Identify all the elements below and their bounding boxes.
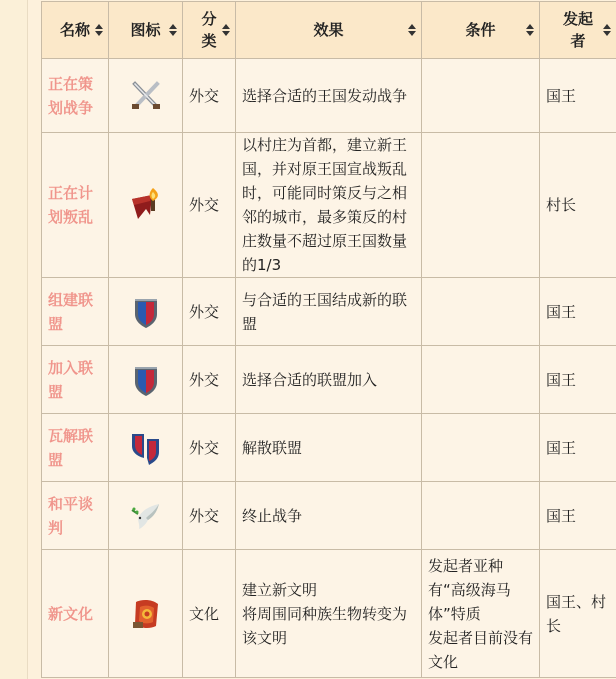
row-condition: 发起者亚种有“高级海马体”特质 发起者目前没有文化 <box>422 550 540 678</box>
table-row <box>42 278 616 346</box>
shield-icon <box>126 360 166 400</box>
row-condition <box>422 414 540 482</box>
row-icon-cell <box>109 414 183 482</box>
row-category: 外交 <box>183 414 236 482</box>
row-initiator: 国王、村长 <box>540 550 616 678</box>
header-effect[interactable] <box>236 2 422 59</box>
row-icon-cell <box>109 482 183 550</box>
header-label: 名称 <box>59 21 90 39</box>
header-name[interactable] <box>42 2 109 59</box>
row-condition <box>422 346 540 414</box>
header-label: 条件 <box>465 21 496 39</box>
crossed-swords-icon <box>126 76 166 116</box>
row-effect: 建立新文明 将周围同种族生物转变为该文明 <box>236 550 422 678</box>
left-margin <box>0 0 28 679</box>
row-name[interactable]: 瓦解联盟 <box>42 414 109 482</box>
row-initiator: 国王 <box>540 346 616 414</box>
row-initiator: 村长 <box>540 133 616 278</box>
row-name[interactable]: 正在计划叛乱 <box>42 133 109 278</box>
row-name[interactable]: 正在策划战争 <box>42 59 109 133</box>
sort-icon[interactable] <box>95 23 103 37</box>
table-row <box>42 414 616 482</box>
row-name[interactable]: 新文化 <box>42 550 109 678</box>
torch-flag-icon <box>126 185 166 225</box>
row-icon-cell <box>109 133 183 278</box>
row-condition <box>422 59 540 133</box>
row-icon-cell <box>109 346 183 414</box>
table-header-row <box>42 2 616 59</box>
sort-icon[interactable] <box>222 23 230 37</box>
sort-icon[interactable] <box>603 23 611 37</box>
row-initiator: 国王 <box>540 414 616 482</box>
row-icon-cell <box>109 278 183 346</box>
scroll-icon <box>126 594 166 634</box>
row-name[interactable]: 加入联盟 <box>42 346 109 414</box>
row-category: 外交 <box>183 59 236 133</box>
broken-shield-icon <box>126 428 166 468</box>
sort-icon[interactable] <box>408 23 416 37</box>
dove-icon <box>126 496 166 536</box>
row-icon-cell <box>109 550 183 678</box>
row-category: 文化 <box>183 550 236 678</box>
row-name[interactable]: 组建联盟 <box>42 278 109 346</box>
table-row <box>42 550 616 678</box>
shield-icon <box>126 292 166 332</box>
header-label: 效果 <box>313 21 344 39</box>
row-condition <box>422 278 540 346</box>
row-category: 外交 <box>183 278 236 346</box>
row-icon-cell <box>109 59 183 133</box>
sort-icon[interactable] <box>526 23 534 37</box>
header-label: 图标 <box>130 21 161 39</box>
row-effect: 终止战争 <box>236 482 422 550</box>
row-effect: 解散联盟 <box>236 414 422 482</box>
row-name[interactable]: 和平谈判 <box>42 482 109 550</box>
table-row <box>42 133 616 278</box>
row-initiator: 国王 <box>540 278 616 346</box>
header-label: 发起者 <box>562 10 593 50</box>
header-category[interactable] <box>183 2 236 59</box>
row-initiator: 国王 <box>540 482 616 550</box>
row-effect: 以村庄为首都，建立新王国，并对原王国宣战叛乱时，可能同时策反与之相邻的城市，最多策反的村庄数量不超过原王国数量的1/3 <box>236 133 422 278</box>
row-category: 外交 <box>183 482 236 550</box>
header-initiator[interactable] <box>540 2 616 59</box>
row-condition <box>422 133 540 278</box>
row-effect: 选择合适的联盟加入 <box>236 346 422 414</box>
row-effect: 与合适的王国结成新的联盟 <box>236 278 422 346</box>
sort-icon[interactable] <box>169 23 177 37</box>
row-effect: 选择合适的王国发动战争 <box>236 59 422 133</box>
table-row <box>42 59 616 133</box>
row-initiator: 国王 <box>540 59 616 133</box>
header-label: 分类 <box>201 10 217 50</box>
plot-table <box>41 1 616 678</box>
row-category: 外交 <box>183 346 236 414</box>
table-row <box>42 346 616 414</box>
header-condition[interactable] <box>422 2 540 59</box>
table-row <box>42 482 616 550</box>
row-category: 外交 <box>183 133 236 278</box>
row-condition <box>422 482 540 550</box>
header-icon[interactable] <box>109 2 183 59</box>
